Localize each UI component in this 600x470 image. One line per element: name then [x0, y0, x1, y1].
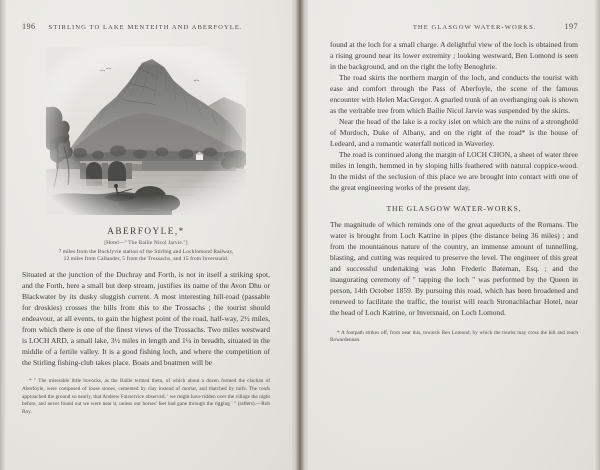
- paragraph: found at the loch for a small charge. A delightful view of the loch is obtained from a rising ground near its lower extremity ; looking westward, Ben Lomond is seen in the background, and on the right the lofty Benoghrie.: [330, 40, 578, 71]
- footnote-text: * " The miserable little bovocks, as the Bailie termed them, of which about a dozen formed the clachan of Aberfoyle, were composed of loose stones, cemented by clay instead of mortar, and thatched by turfs. The roofs approached the ground so nearly, that Andrew Fairservice observed, ' we might have ridden over the village the night before, and never found out we were near it, unless our horses' feet had gane through the rigging ' " (rafters).—Rob Roy.: [22, 378, 270, 415]
- left-folio-number: 196: [22, 22, 36, 31]
- left-footnote: [22, 378, 270, 416]
- right-running-head: [330, 22, 578, 31]
- distance-line-2: 12 miles from Callander, 5 from the Trossachs, and 15 from Inversnaid.: [63, 256, 229, 263]
- entry-title: ABERFOYLE,*: [107, 226, 185, 236]
- left-page-content: [22, 22, 270, 452]
- right-page-edge: [594, 0, 600, 470]
- paragraph: Situated at the junction of the Duchray and Forth, is not in itself a striking spot, and the Forth, here a small but deep stream, justifies its name of the Avon Dhu or Blackwater by its dusky sluggish current. A most interesting hill-road (passable for droskies) crosses the hills from this to the Trossachs ; the tourist should endeavour, at all events, to gain the highest point of the road, half-way, 2½ miles, from which there is one of the finest views of the Trossachs. Two miles westward is LOCH ARD, a small lake, 3½ miles in length and 1¼ in breadth, situated in the middle of a fertile valley. It is a good fishing loch, and where the competition of the Stirling fishing-club takes place. Boats and boatmen will be: [22, 270, 270, 368]
- paragraph: Near the head of the lake is a rocky islet on which are the ruins of a stronghold of Murdoch, Duke of Albany, and on the right of the road* is the house of Ledeard, and a romantic waterfall noticed in Waverley.: [330, 116, 578, 148]
- left-running-head-title: STIRLING TO LAKE MENTEITH AND ABERFOYLE.: [48, 24, 243, 31]
- paragraph: The road is continued along the margin of LOCH CHON, a sheet of water three miles in length, hemmed in by sloping hills feathered with natural coppice-wood. In the midst of the seclusion of this place we are brought into contact with one of the great engineering works of the present day,: [330, 149, 578, 192]
- right-folio-number: 197: [564, 22, 578, 31]
- right-running-head-title: THE GLASGOW WATER-WORKS.: [412, 24, 537, 31]
- paragraph: The magnitude of which reminds one of the great aqueducts of the Romans. The water is brought from Loch Katrine in pipes (the distance being 36 miles) ; and from the mountainous nature of the country, an immense amount of tunnelling, blasting, and cutting was required to preserve the level. The engineer of this great and successful undertaking was John Frederic Bateman, Esq. ; and the inaugurating ceremony of " tapping the loch " was performed by the Queen in person, 14th October 1859. By pursuing this road, which has been broadened and renewed to facilitate the traffic, the tourist will reach Stronachlachar Hotel, near the head of Loch Katrine, or Inversnaid, on Loch Lomond.: [330, 219, 578, 317]
- right-footnote: [330, 330, 578, 345]
- footnote-text: * A footpath strikes off, from near this, towards Ben Lomond, by which the tourist may cross the hill and reach Rowardennan.: [330, 329, 578, 344]
- left-body-text: [22, 270, 270, 369]
- left-page: [0, 0, 292, 470]
- section-heading: THE GLASGOW WATER-WORKS,: [386, 203, 522, 213]
- right-section-body: [330, 220, 578, 319]
- right-body-text: [330, 40, 578, 194]
- hotel-note: [Hotel—" The Bailie Nicol Jarvie."]: [104, 240, 188, 246]
- left-running-head: [22, 22, 270, 31]
- distances-note: [22, 249, 270, 265]
- paragraph: The road skirts the northern margin of the loch, and conducts the tourist with ease and comfort through the Pass of Aberfoyle, the scene of the famous encounter with Helen MacGregor. A gnarled trunk of an overhanging oak is shown as the veritable tree from which Bailie Nicol Jarvie was suspended by the skirts.: [330, 72, 578, 115]
- aberfoyle-engraving: [46, 47, 246, 215]
- right-page: [308, 0, 600, 470]
- distance-line-1: 7 miles from the Bucklyvie station of the Stirling and Lochlomond Railway,: [58, 248, 234, 255]
- book-gutter: [292, 0, 308, 470]
- right-page-content: [330, 22, 578, 452]
- left-page-edge: [0, 0, 6, 470]
